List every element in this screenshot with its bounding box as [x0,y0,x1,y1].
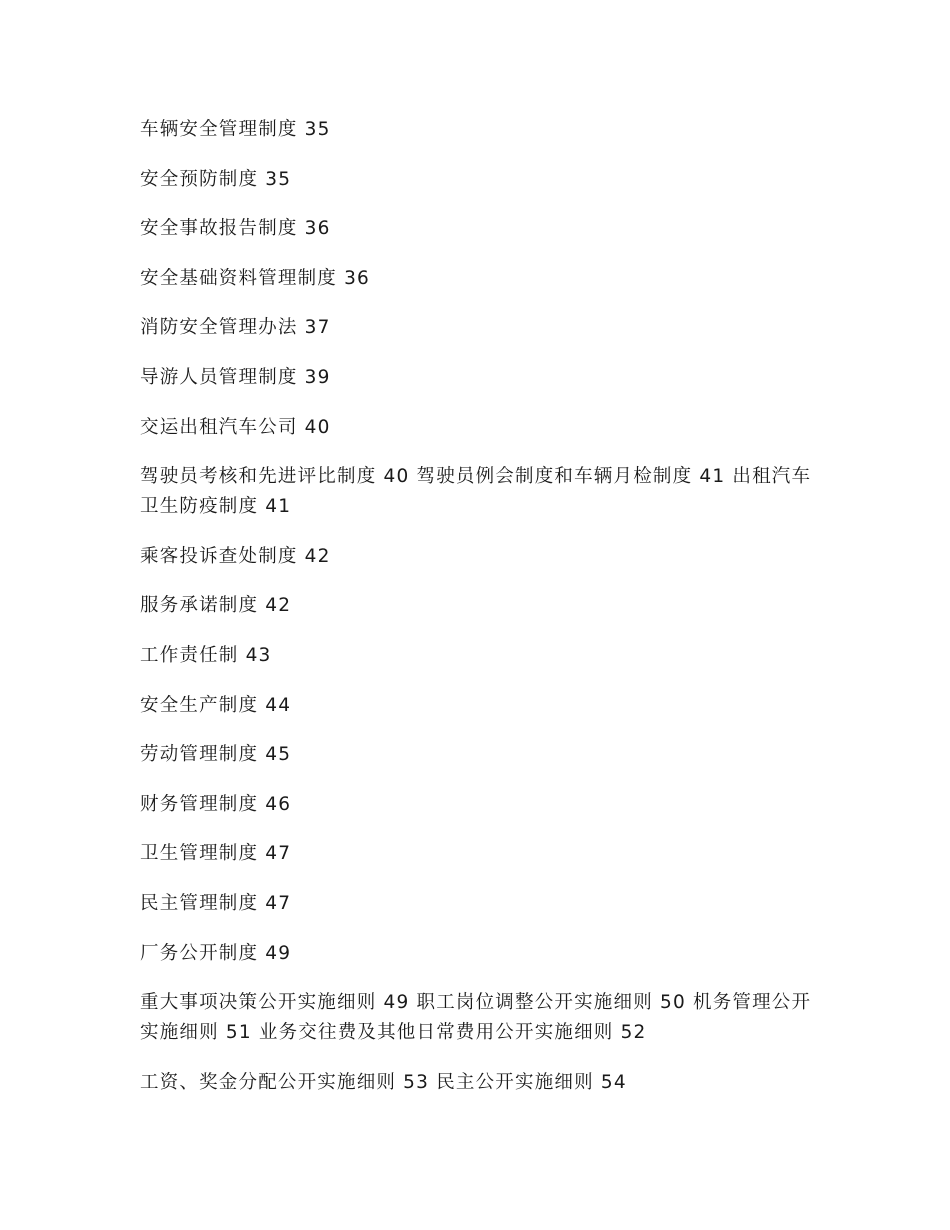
toc-entry: 劳动管理制度 45 [140,744,292,766]
toc-entry: 交运出租汽车公司 40 [140,416,331,438]
toc-entry: 工作责任制 43 [140,644,272,666]
toc-entry: 导游人员管理制度 39 [140,366,331,388]
toc-entry: 重大事项决策公开实施细则 49 职工岗位调整公开实施细则 50 机务管理公开实施细则 51 业务交往费及其他日常费用公开实施细则 52 [140,992,812,1044]
toc-entry: 卫生管理制度 47 [140,843,292,865]
table-of-contents [140,115,820,1117]
toc-entry: 财务管理制度 46 [140,793,292,815]
toc-entry: 厂务公开制度 49 [140,942,292,964]
toc-entry: 乘客投诉查处制度 42 [140,545,331,567]
toc-entry: 工资、奖金分配公开实施细则 53 民主公开实施细则 54 [140,1071,627,1093]
toc-entry: 驾驶员考核和先进评比制度 40 驾驶员例会制度和车辆月检制度 41 出租汽车卫生防疫制度 41 [140,466,812,518]
toc-entry: 安全事故报告制度 36 [140,218,331,240]
toc-entry: 消防安全管理办法 37 [140,317,331,339]
toc-entry: 服务承诺制度 42 [140,595,292,617]
toc-entry: 安全基础资料管理制度 36 [140,267,371,289]
toc-entry: 安全生产制度 44 [140,694,292,716]
toc-entry: 车辆安全管理制度 35 [140,119,331,140]
toc-entry: 民主管理制度 47 [140,892,292,914]
toc-entry: 安全预防制度 35 [140,168,292,190]
